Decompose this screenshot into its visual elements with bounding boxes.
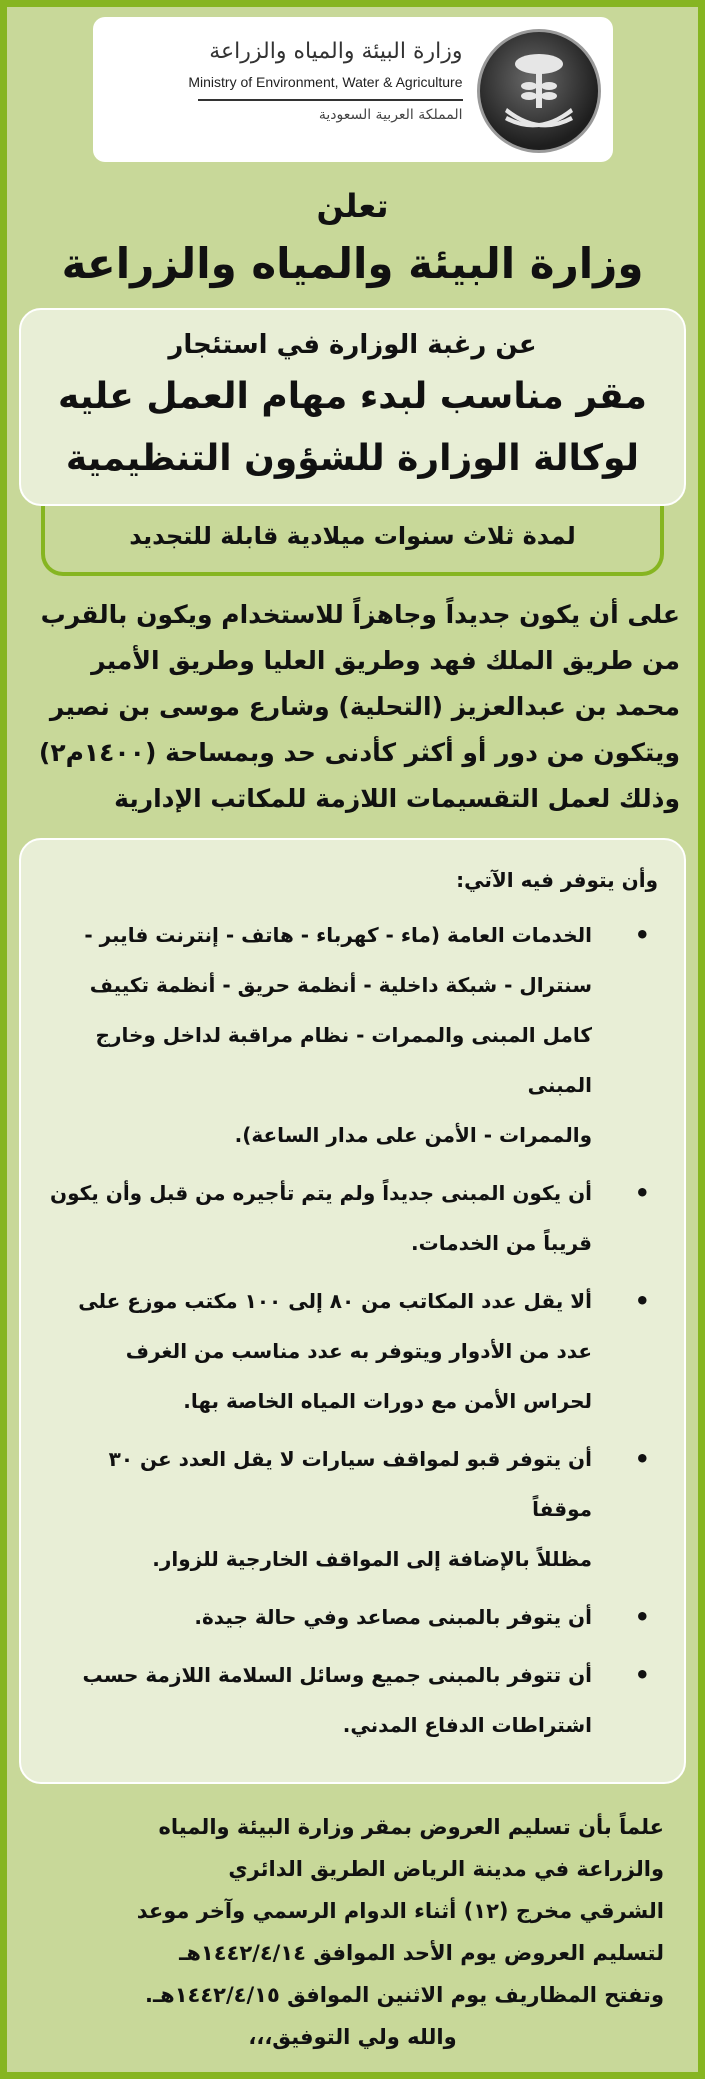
requirement-line: لحراس الأمن مع دورات المياه الخاصة بها. [183,1389,592,1413]
logo-ministry-english: Ministry of Environment, Water & Agriculture [188,74,463,90]
requirement-item [47,1168,658,1268]
footer-line: الشرقي مخرج (١٢) أثناء الدوام الرسمي وآخر موعد [136,1899,664,1923]
requirement-line: أن تتوفر بالمبنى جميع وسائل السلامة اللازمة حسب [82,1663,592,1687]
requirement-line: أن يكون المبنى جديداً ولم يتم تأجيره من قبل وأن يكون [50,1181,592,1205]
requirement-item [47,1434,658,1584]
logo-country: المملكة العربية السعودية [318,107,463,123]
description-line: من طريق الملك فهد وطريق العليا وطريق الأمير [91,646,680,675]
requirement-item [47,1592,658,1642]
headline-line-2: مقر مناسب لبدء مهام العمل عليه [58,376,647,417]
requirement-line: والممرات - الأمن على مدار الساعة). [234,1123,592,1147]
requirement-line: اشتراطات الدفاع المدني. [342,1713,592,1737]
closing-line: والله ولي التوفيق،،، [248,2025,457,2049]
footer-line: لتسليم العروض يوم الأحد الموافق ١٤٤٢/٤/١٤هـ [179,1941,664,1965]
ministry-title: وزارة البيئة والمياه والزراعة [61,239,644,288]
requirement-line: مظللاً بالإضافة إلى المواقف الخارجية للزوار. [152,1547,592,1571]
requirement-line: قريباً من الخدمات. [411,1231,592,1255]
requirement-line: سنترال - شبكة داخلية - أنظمة حريق - أنظمة تكييف [89,973,592,997]
bullet-icon: • [634,1445,650,1473]
footer-line: وتفتح المظاريف يوم الاثنين الموافق ١٤٤٢/٤/١٥هـ. [145,1983,664,2007]
headline-line-1: عن رغبة الوزارة في استئجار [168,330,537,360]
requirement-line: كامل المبنى والممرات - نظام مراقبة لداخل وخارج المبنى [95,1023,592,1097]
description [19,592,686,822]
headline-box [19,308,686,506]
requirements-intro: وأن يتوفر فيه الآتي: [456,868,658,892]
bullet-icon: • [634,1179,650,1207]
requirement-item [47,910,658,1160]
logo-text [108,35,463,129]
description-line: وذلك لعمل التقسيمات اللازمة للمكاتب الإدارية [114,784,680,813]
requirements-box [19,838,686,1784]
description-line: محمد بن عبدالعزيز (التحلية) وشارع موسى بن نصير [49,692,680,721]
duration-text: لمدة ثلاث سنوات ميلادية قابلة للتجديد [129,522,576,550]
requirement-line: عدد من الأدوار ويتوفر به عدد مناسب من الغرف [125,1339,592,1363]
requirement-item [47,1276,658,1426]
announces-heading: تعلن [316,187,389,225]
description-line: على أن يكون جديداً وجاهزاً للاستخدام ويكون بالقرب [40,600,680,629]
requirement-line: ألا يقل عدد المكاتب من ٨٠ إلى ١٠٠ مكتب موزع على [78,1289,592,1313]
description-line: ويتكون من دور أو أكثر كأدنى حد وبمساحة (١٤٠٠م٢) [38,738,680,767]
palm-swords-emblem-icon [477,29,601,153]
requirement-line: الخدمات العامة (ماء - كهرباء - هاتف - إنترنت فايبر - [84,923,592,947]
footer-line: علماً بأن تسليم العروض بمقر وزارة البيئة والمياه [158,1815,664,1839]
footer-line: والزراعة في مدينة الرياض الطريق الدائري [228,1857,664,1881]
requirement-line: أن يتوفر قبو لمواقف سيارات لا يقل العدد عن ٣٠ موقفاً [108,1447,592,1521]
bullet-icon: • [634,921,650,949]
requirement-item [47,1650,658,1750]
bullet-icon: • [634,1661,650,1689]
requirement-line: أن يتوفر بالمبنى مصاعد وفي حالة جيدة. [194,1605,592,1629]
footer-note [41,1806,664,2058]
ministry-logo [93,17,613,162]
requirements-list [47,910,658,1750]
bullet-icon: • [634,1287,650,1315]
logo-ministry-arabic: وزارة البيئة والمياه والزراعة [209,39,463,64]
headline-line-3: لوكالة الوزارة للشؤون التنظيمية [65,438,640,479]
bullet-icon: • [634,1603,650,1631]
